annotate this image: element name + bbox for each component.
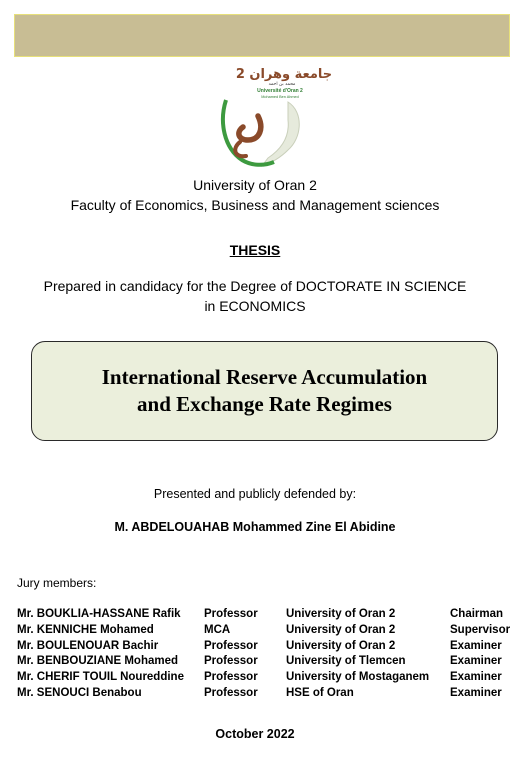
logo-arabic-text: جامعة وهران 2 [235,67,333,82]
thesis-title [102,364,427,418]
logo-arabic-sub: محمد بن احمد [268,82,296,87]
jury-grade: MCA [204,623,231,636]
jury-row [17,687,510,703]
jury-row [17,671,510,687]
jury-row [17,655,510,671]
degree-line-1: Prepared in candidacy for the Degree of DOCTORATE IN SCIENCE [43,278,467,294]
jury-table [17,608,510,703]
jury-institution: University of Oran 2 [286,608,396,620]
university-block [0,175,510,215]
jury-row [17,624,510,640]
author-name: M. ABDELOUAHAB Mohammed Zine El Abidine [114,520,396,534]
jury-row [17,608,510,624]
defense-date: October 2022 [215,727,295,741]
jury-institution: University of Mostaganem [286,671,430,684]
jury-row [17,640,510,656]
faculty-name: Faculty of Economics, Business and Management sciences [70,197,440,213]
jury-name: Mr. KENNICHE Mohamed [17,623,154,636]
logo-latin-sub: Mohamed Ben Ahmed [261,95,299,99]
jury-name: Mr. SENOUCI Benabou [17,686,142,699]
jury-institution: University of Oran 2 [286,623,396,636]
logo-latin-text: Université d'Oran 2 [257,88,303,94]
jury-name: Mr. BOUKLIA-HASSANE Rafik [17,608,181,620]
thesis-title-line-1: International Reserve Accumulation [101,365,428,389]
thesis-title-line-2: and Exchange Rate Regimes [137,392,392,416]
jury-grade: Professor [204,671,258,684]
jury-grade: Professor [204,686,258,699]
jury-role: Chairman [450,608,504,620]
jury-name: Mr. CHERIF TOUIL Noureddine [17,671,184,684]
presented-by-label: Presented and publicly defended by: [153,487,357,501]
university-logo [218,64,333,168]
jury-institution: HSE of Oran [286,686,354,699]
jury-role: Examiner [450,686,502,699]
jury-grade: Professor [204,655,258,668]
jury-institution: University of Tlemcen [286,655,406,668]
university-name: University of Oran 2 [193,177,317,193]
degree-line-2: in ECONOMICS [204,298,306,314]
header-band [14,14,510,57]
jury-grade: Professor [204,639,258,652]
jury-name: Mr. BENBOUZIANE Mohamed [17,655,179,668]
jury-role: Examiner [450,655,502,668]
jury-role: Examiner [450,639,502,652]
jury-role: Supervisor [450,623,510,636]
jury-institution: University of Oran 2 [286,639,396,652]
jury-label: Jury members: [17,576,97,590]
thesis-label: THESIS [229,242,281,258]
jury-role: Examiner [450,671,502,684]
degree-statement [0,276,510,316]
thesis-title-box [31,341,498,441]
jury-name: Mr. BOULENOUAR Bachir [17,639,159,652]
jury-grade: Professor [204,608,258,620]
